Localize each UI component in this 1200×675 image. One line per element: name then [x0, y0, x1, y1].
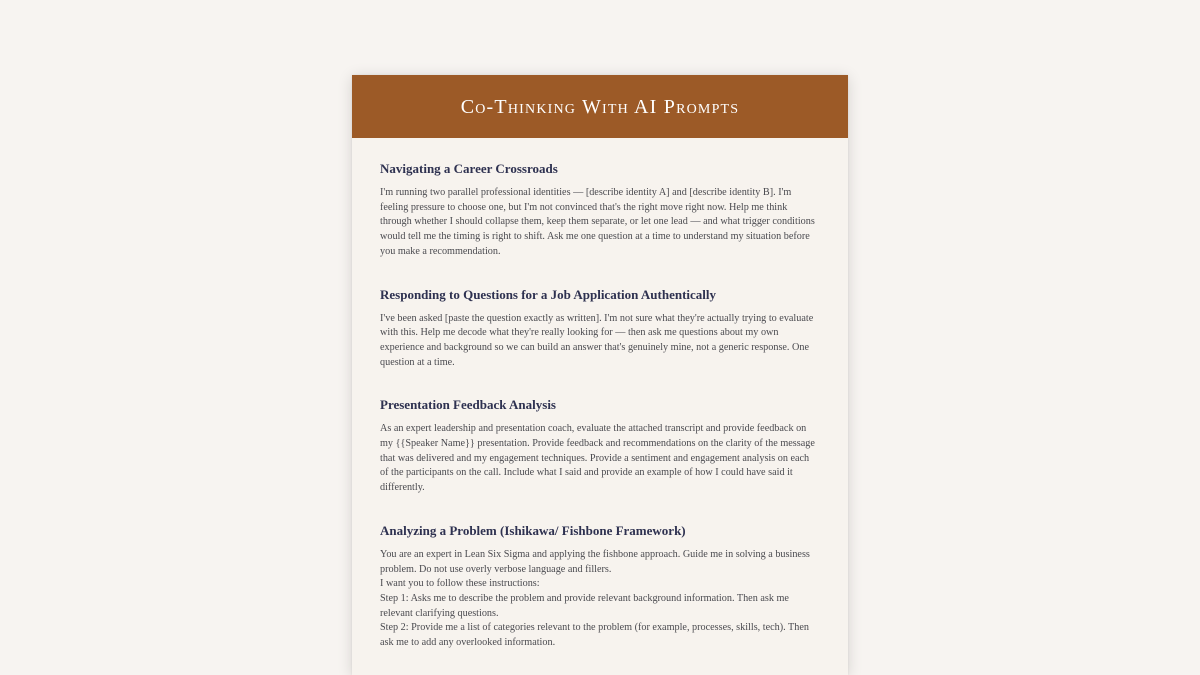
section-body: As an expert leadership and presentation coach, evaluate the attached transcript and provide feedback on my {{Speaker Name}} presentation. Provide feedback and recommendations on the clarity of the message that was delivered and my engagement techniques. Provide a sentiment and engagement analysis on each of the participants on the call. Include what I said and provide an example of how I could have said it differently.: [380, 423, 815, 494]
section-body: I'm running two parallel professional identities — [describe identity A] and [describe identity B]. I'm feeling pressure to choose one, but I'm not convinced that's the right move right now. Help me think through whether I should collapse them, keep them separate, or let one lead — and what trigger conditions would tell me the timing is right to shift. Ask me one question at a time to understand my situation before you make a recommendation.: [380, 187, 815, 257]
section-line: Step 2: Provide me a list of categories relevant to the problem (for example, processes, skills, tech). Then ask me to add any overlooked information.: [380, 622, 809, 649]
section-heading: Navigating a Career Crossroads: [380, 161, 558, 176]
prompt-card: [352, 75, 848, 675]
section-body: I've been asked [paste the question exactly as written]. I'm not sure what they're actually trying to evaluate with this. Help me decode what they're really looking for — then ask me questions about my own experience and background so we can build an answer that's genuinely mine, not a generic response. One question at a time.: [380, 312, 814, 368]
prompt-section-job-application: [380, 286, 820, 371]
section-body: [380, 548, 820, 651]
section-heading: Responding to Questions for a Job Application Authentically: [380, 286, 717, 302]
section-heading: Presentation Feedback Analysis: [380, 397, 556, 413]
section-line: Step 1: Asks me to describe the problem and provide relevant background information. Then ask me relevant clarifying questions.: [380, 592, 789, 619]
section-line: You are an expert in Lean Six Sigma and applying the fishbone approach. Guide me in solving a business problem. Do not use overly verbose language and fillers.: [380, 548, 810, 575]
prompt-section-fishbone: [380, 522, 820, 651]
card-header: [352, 75, 848, 138]
prompt-section-career-crossroads: [380, 160, 820, 260]
card-title: Co-Thinking With AI Prompts: [460, 96, 740, 118]
section-heading: Analyzing a Problem (Ishikawa/ Fishbone Framework): [380, 522, 686, 538]
card-body: [352, 138, 848, 651]
section-line: I want you to follow these instructions:: [380, 578, 540, 590]
prompt-section-presentation-feedback: [380, 396, 820, 496]
